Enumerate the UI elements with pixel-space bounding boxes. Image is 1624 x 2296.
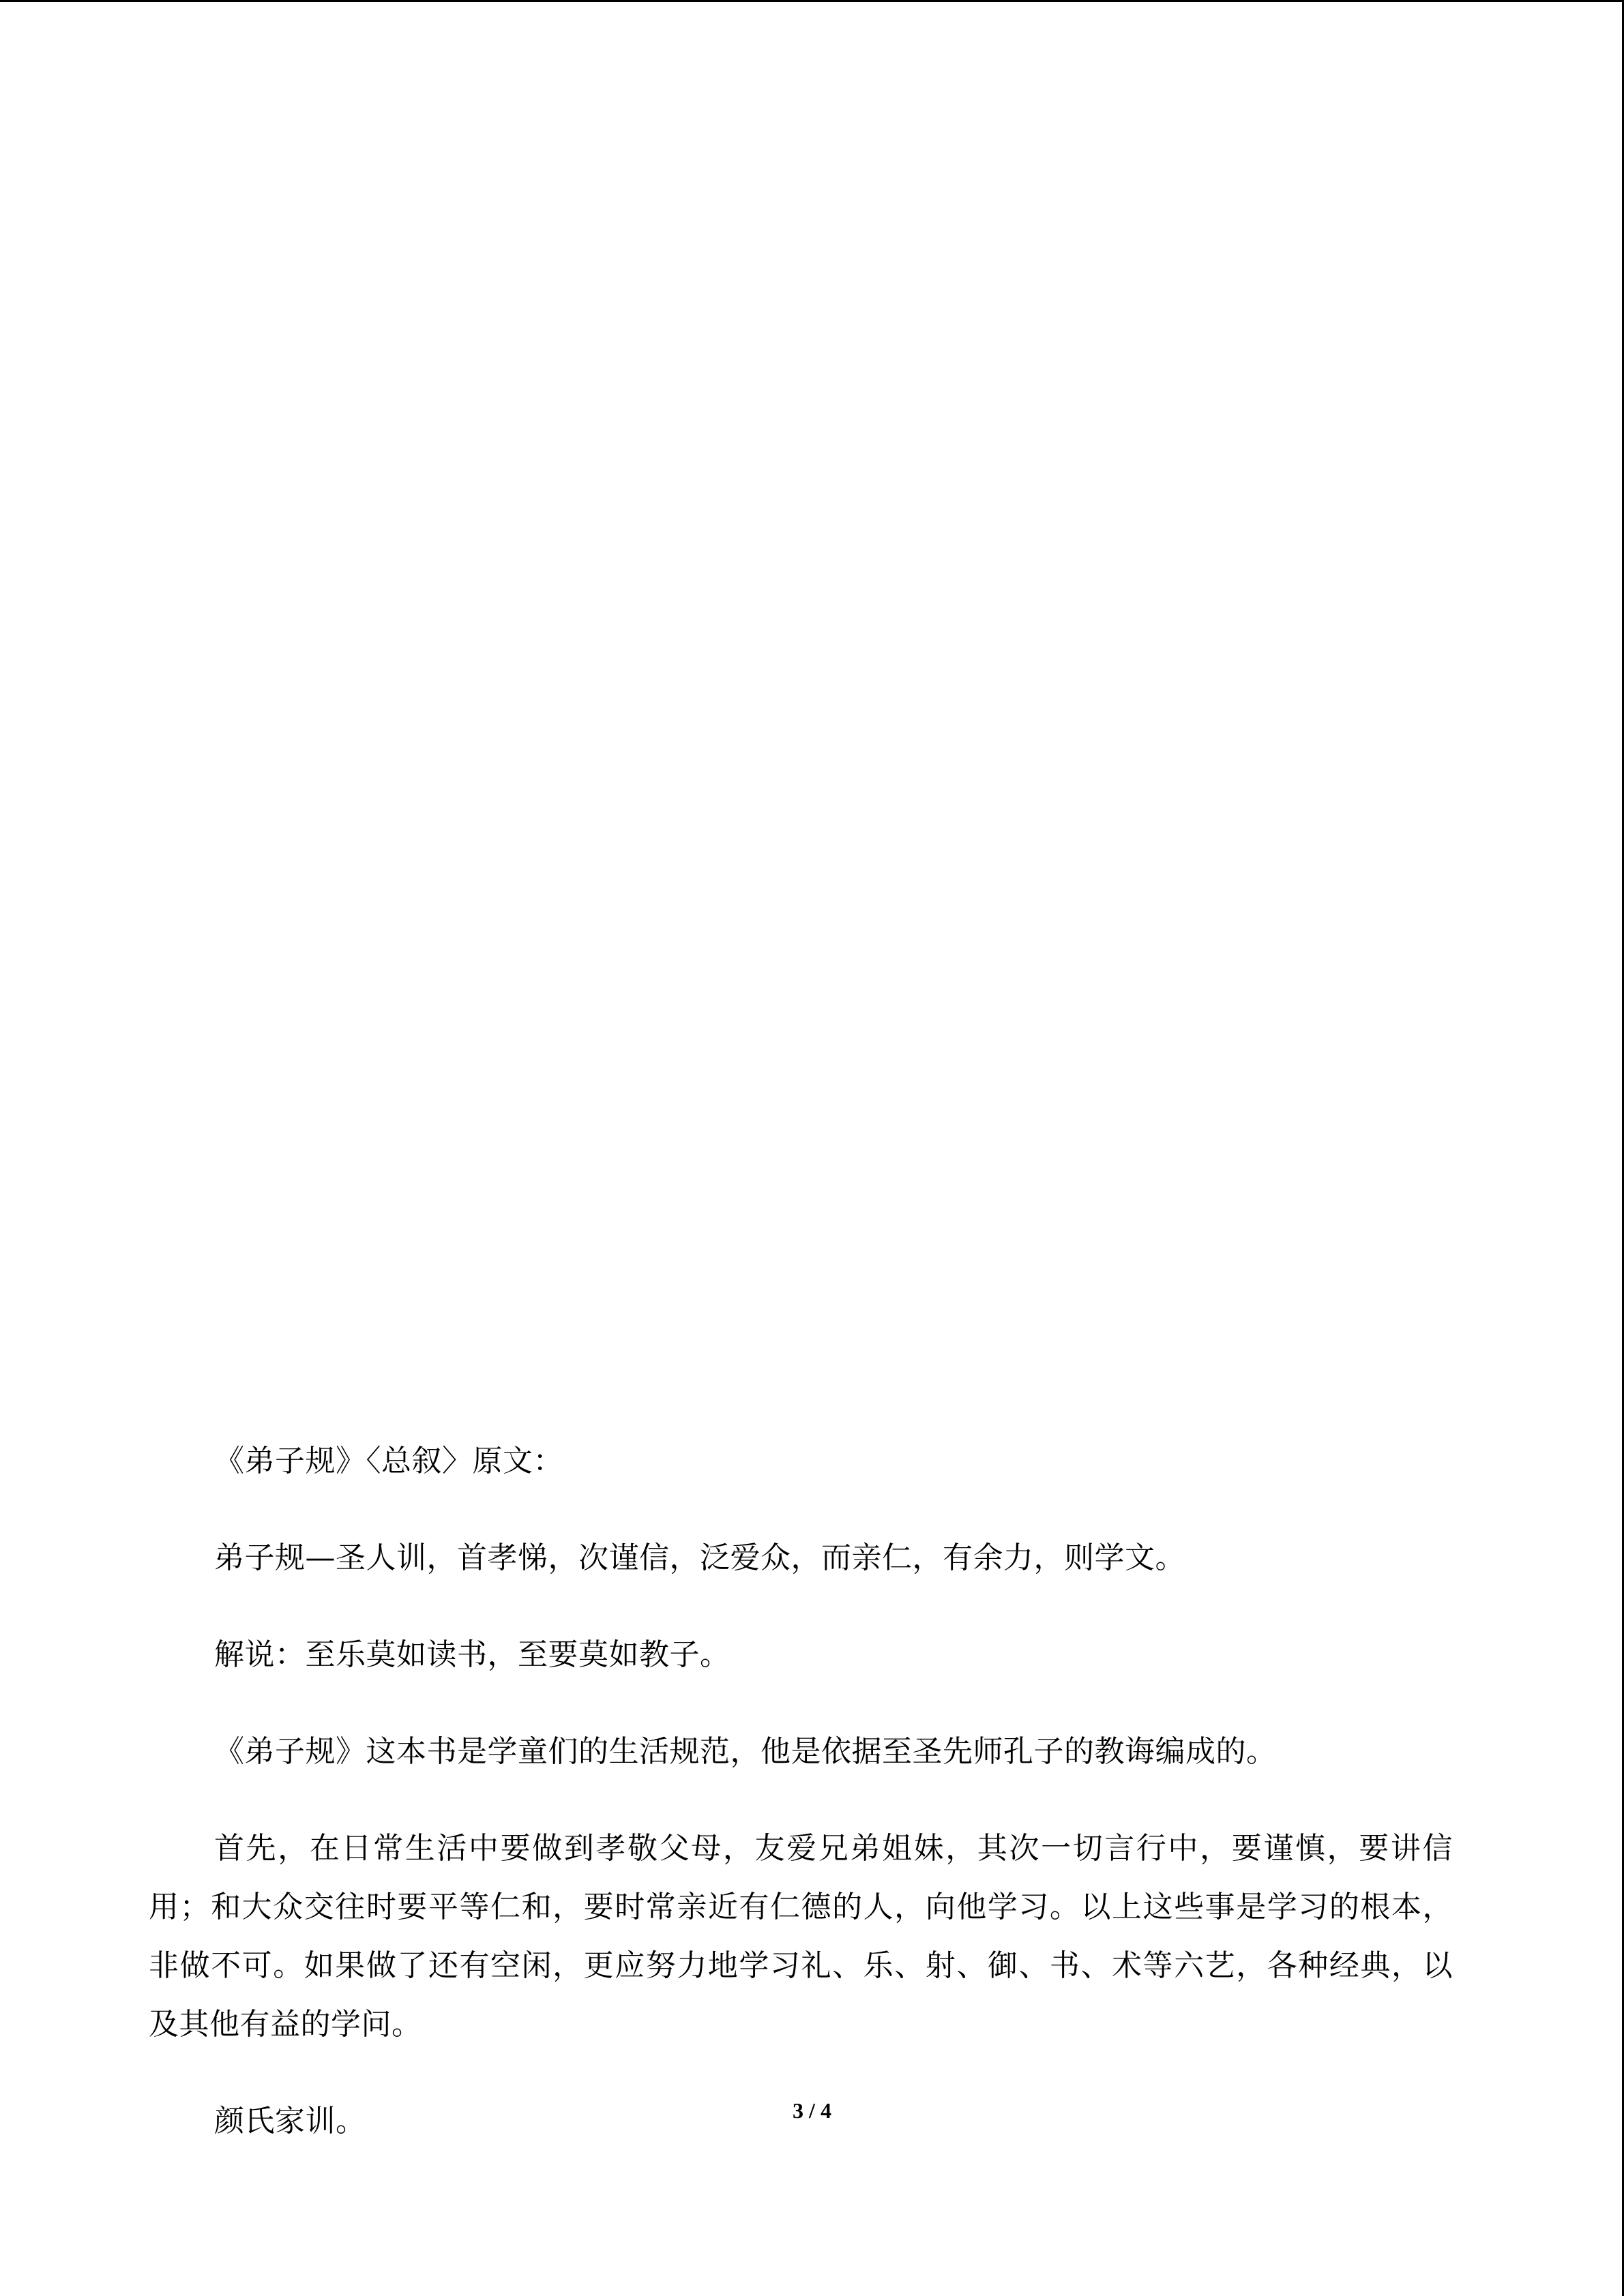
document-body (149, 1432, 1453, 2151)
paragraph-details: 首先，在日常生活中要做到孝敬父母，友爱兄弟姐妹，其次一切言行中，要谨慎，要讲信用；和大众交往时要平等仁和，要时常亲近有仁德的人，向他学习。以上这些事是学习的根本，非做不可。如果做了还有空闲，更应努力地学习礼、乐、射、御、书、术等六艺，各种经典，以及其他有益的学问。 (149, 1831, 1453, 2042)
page-number: 3 / 4 (793, 2098, 831, 2123)
paragraph-title: 《弟子规》〈总叙〉原文： (214, 1444, 563, 1478)
paragraph-explanation: 解说：至乐莫如读书，至要莫如教子。 (214, 1637, 730, 1672)
paragraph-yan-family: 颜氏家训。 (214, 2104, 366, 2138)
paragraph-original-text: 弟子规—圣人训，首孝悌，次谨信，泛爱众，而亲仁，有余力，则学文。 (214, 1540, 1185, 1575)
paragraph-book-intro: 《弟子规》这本书是学童们的生活规范，他是依据至圣先师孔子的教诲编成的。 (214, 1734, 1277, 1769)
